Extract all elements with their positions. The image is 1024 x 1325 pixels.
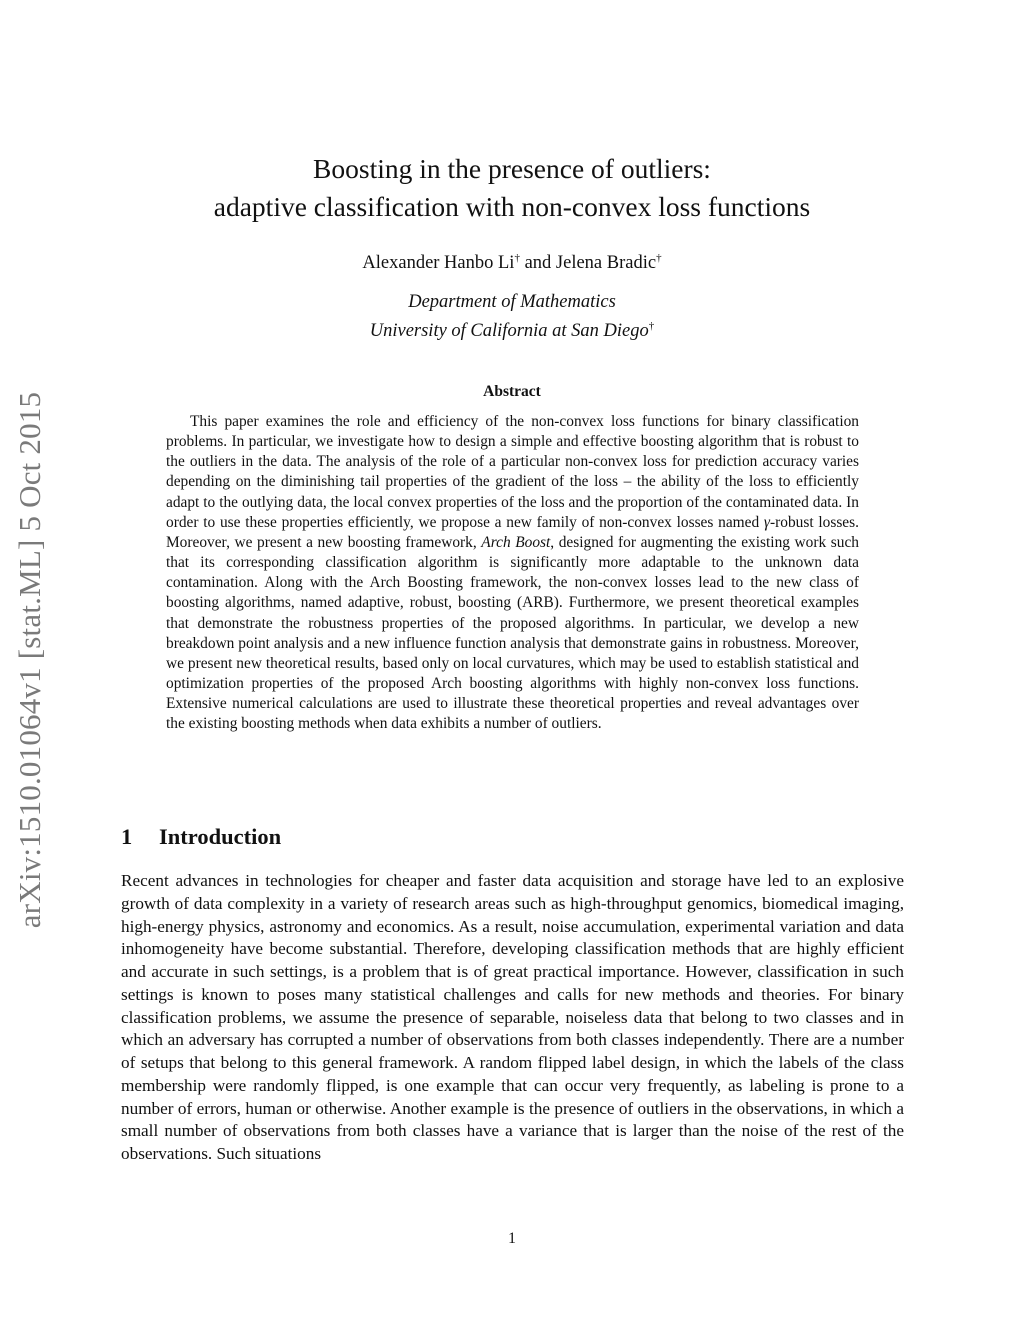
abstract-text-part: This paper examines the role and efficiency of the non-convex loss functions for binary classification problems. In particular, we investigate how to design a simple and effective boosting algorithm that is robust to the outliers in the data. The analysis of the role of a particular non-convex loss for prediction accuracy varies depending on the diminishing tail properties of the gradient of the loss – the ability of the loss to efficiently adapt to the outlying data, the local convex properties of the loss and the proportion of the contaminated data. In order to use these properties efficiently, we propose a new family of non-convex losses named: [166, 413, 859, 531]
arxiv-sidebar: [8, 360, 52, 960]
paper-title: [120, 150, 904, 226]
author-name: Alexander Hanbo Li: [362, 253, 515, 273]
page-number: 1: [508, 1230, 516, 1247]
abstract-text-part: -robust losses. Moreover, we present a new boosting framework,: [166, 513, 859, 551]
affiliation: [120, 290, 904, 343]
title-line-1: Boosting in the presence of outliers:: [313, 153, 711, 184]
section-number: 1: [121, 824, 133, 849]
section-heading: [121, 824, 281, 850]
university: University of California at San Diego: [369, 321, 649, 341]
section-title: Introduction: [159, 824, 282, 849]
arch-boost-term: Arch Boost: [481, 533, 551, 551]
affiliation-mark: †: [514, 252, 520, 264]
introduction-paragraph: Recent advances in technologies for cheaper and faster data acquisition and storage have led to an explosive growth of data complexity in a variety of research areas such as high-throughput genomics, biomedical imaging, high-energy physics, astronomy and economics. As a result, noise accumulation, experimental variation and data inhomogeneity have become substantial. Therefore, developing classification methods that are highly efficient and accurate in such settings, is a problem that is of great practical importance. However, classification in such settings is known to poses many statistical challenges and calls for new methods and theories. For binary classification problems, we assume the presence of separable, noiseless data that belong to two classes and in which an adversary has corrupted a number of observations from both classes independently. There are a number of setups that belong to this general framework. A random flipped label design, in which the labels of the class membership were randomly flipped, is one example that can occur very frequently, as labeling is prone to a number of errors, human or otherwise. Another example is the presence of outliers in the observations, in which a small number of observations from both classes have a variance that is larger than the noise of the rest of the observations. Such situations: [121, 871, 904, 1163]
affiliation-mark: †: [656, 252, 662, 264]
affiliation-mark: †: [648, 320, 655, 332]
abstract-text-part: , designed for augmenting the existing work such that its corresponding classification algorithm is significantly more adaptable to the unknown data contamination. Along with the Arch Boosting framework, the non-convex losses lead to the new class of boosting algorithms, named adaptive, robust, boosting (ARB). Furthermore, we present theoretical examples that demonstrate the robustness properties of the proposed algorithms. In particular, we develop a new breakdown point analysis and a new influence function analysis that demonstrate gains in robustness. Moreover, we present new theoretical results, based only on local curvatures, which may be used to establish statistical and optimization properties of the proposed Arch boosting algorithms with highly non-convex loss functions. Extensive numerical calculations are used to illustrate these theoretical properties and reveal advantages over the existing boosting methods when data exhibits a number of outliers.: [166, 533, 859, 733]
abstract-text: [166, 412, 859, 735]
author-list: [120, 246, 904, 275]
department: Department of Mathematics: [408, 292, 616, 312]
arxiv-identifier: arXiv:1510.01064v1 [stat.ML] 5 Oct 2015: [12, 391, 48, 929]
gamma-symbol: γ: [763, 513, 770, 531]
author-conjunction: and: [519, 253, 556, 273]
author-name: Jelena Bradic: [555, 253, 657, 273]
abstract-heading: Abstract: [483, 383, 541, 400]
title-line-2: adaptive classification with non-convex loss functions: [213, 191, 811, 222]
